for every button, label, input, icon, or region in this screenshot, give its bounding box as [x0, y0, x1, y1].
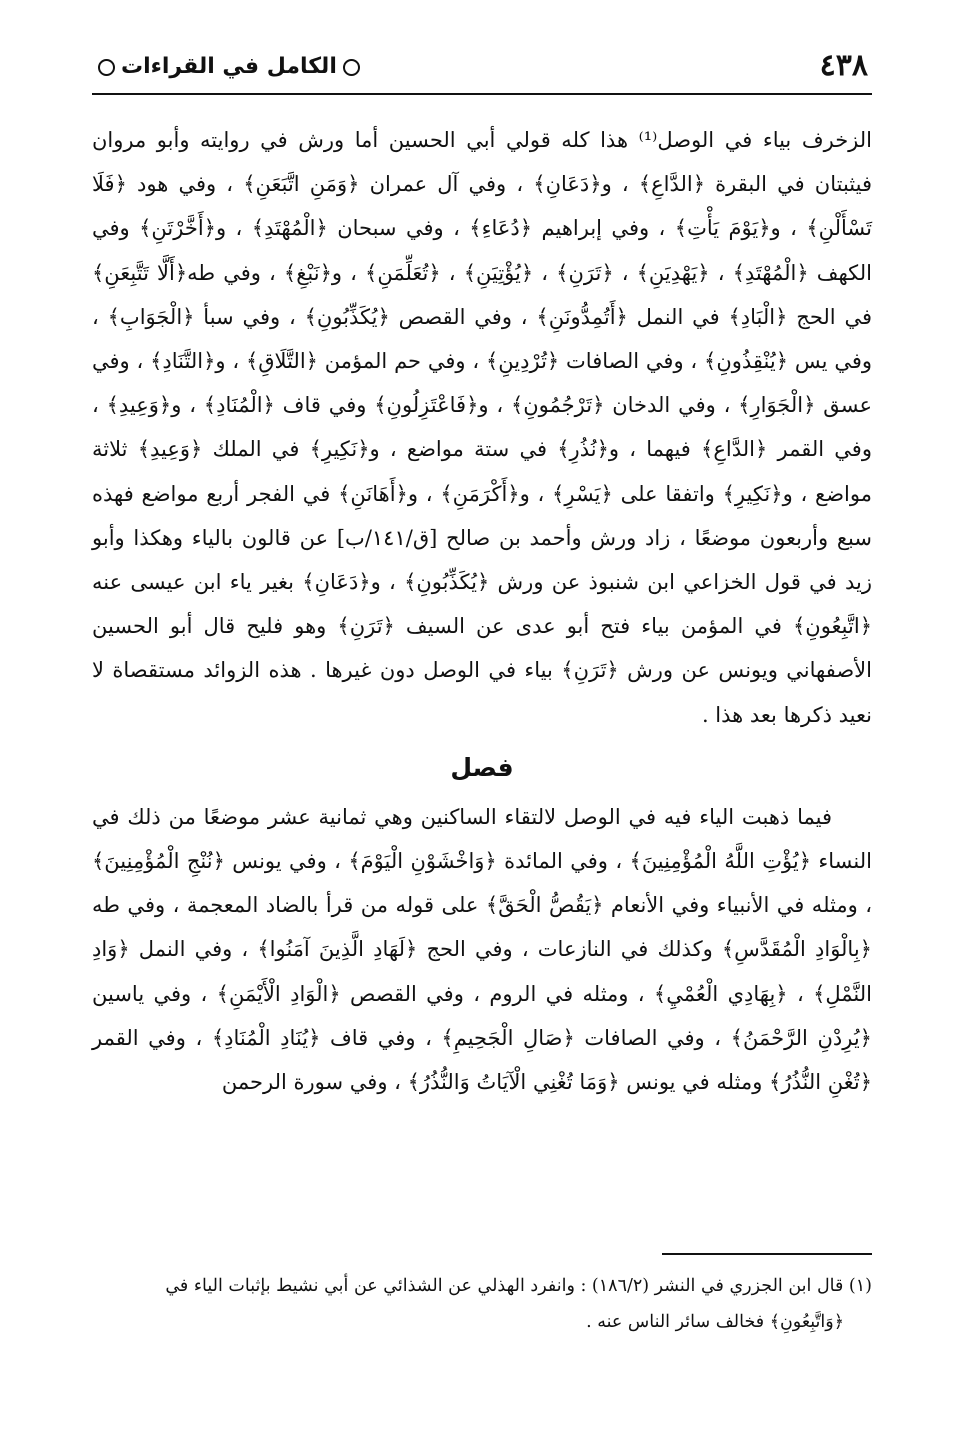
running-title — [92, 54, 366, 79]
book-title: الكامل في القراءات — [121, 54, 337, 79]
footnote — [92, 1268, 872, 1340]
footnote-line-2: ﴿وَاتَّبِعُونِ﴾ فخالف سائر الناس عنه . — [586, 1312, 844, 1332]
footnote-rule — [662, 1253, 872, 1255]
paragraph-2: فيما ذهبت الياء فيه في الوصل لالتقاء الساكنين وهي ثمانية عشر موضعًا من ذلك في النساء ﴿يُؤْتِ اللَّهُ الْمُؤْمِنِينَ﴾ ، وفي المائدة ﴿وَاخْشَوْنِ الْيَوْمَ﴾ ، وفي يونس ﴿نُنْجِ الْمُؤْمِنِينَ﴾ ، ومثله في الأنبياء وفي الأنعام ﴿يَقُصُّ الْحَقَّ﴾ على قوله من قرأ بالضاد المعجمة ، وفي طه ﴿بِالْوَادِ الْمُقَدَّسِ﴾ وكذلك في النازعات ، وفي الحج ﴿لَهَادِ الَّذِينَ آمَنُوا﴾ ، وفي النمل ﴿وَادِ النَّمْلِ﴾ ، ﴿بِهَادِي الْعُمْيِ﴾ ، ومثله في الروم ، وفي القصص ﴿الْوَادِ الْأَيْمَنِ﴾ ، وفي ياسين ﴿يُرِدْنِ الرَّحْمَنُ﴾ ، وفي الصافات ﴿صَالِ الْجَحِيمِ﴾ ، وفي قاف ﴿يُنَادِ الْمُنَادِ﴾ ، وفي القمر ﴿تُغْنِ النُّذُرُ﴾ ومثله في يونس ﴿وَمَا تُغْنِي الْآيَاتُ وَالنُّذُرُ﴾ ، وفي سورة الرحمن — [92, 804, 872, 1095]
running-header — [92, 48, 872, 90]
circle-ornament-icon — [98, 59, 115, 76]
section-heading: فصل — [450, 752, 514, 782]
header-rule — [92, 93, 872, 95]
footnote-line-1: (١) قال ابن الجزري في النشر (١٨٦/٢) : وانفرد الهذلي عن الشذائي عن أبي نشيط بإثبات الياء في — [165, 1276, 872, 1296]
paragraph-1: الزخرف بياء في الوصل⁽¹⁾ هذا كله قولي أبي الحسين أما ورش في روايته وأبو مروان فيثبتان في البقرة ﴿الدَّاعِ﴾ ، و﴿دَعَانِ﴾ ، وفي آل عمران ﴿وَمَنِ اتَّبَعَنِ﴾ ، وفي هود ﴿فَلَا تَسْأَلْنِ﴾ ، و﴿يَوْمَ يَأْتِ﴾ ، وفي إبراهيم ﴿دُعَاءِ﴾ ، وفي سبحان ﴿الْمُهْتَدِ﴾ ، و﴿أَخَّرْتَنِ﴾ وفي الكهف ﴿الْمُهْتَدِ﴾ ، ﴿يَهْدِيَنِ﴾ ، ﴿تَرَنِ﴾ ، ﴿يُؤْتِيَنِ﴾ ، ﴿تُعَلِّمَنِ﴾ ، و﴿نَبْغِ﴾ ، وفي طه﴿أَلَّا تَتَّبِعَنِ﴾ في الحج ﴿الْبَادِ﴾ في النمل ﴿أَتُمِدُّونَنِ﴾ ، وفي القصص ﴿يُكَذِّبُونِ﴾ ، وفي سبأ ﴿الْجَوَابِ﴾ ، وفي يس ﴿يُنْقِذُونِ﴾ ، وفي الصافات ﴿تُرْدِينِ﴾ ، وفي حم المؤمن ﴿التَّلَاقِ﴾ ، و﴿التَّنَادِ﴾ ، وفي عسق ﴿الْجَوَارِ﴾ ، وفي الدخان ﴿تَرْجُمُونِ﴾ ، و﴿فَاعْتَزِلُونِ﴾ وفي قاف ﴿الْمُنَادِ﴾ ، و﴿وَعِيدِ﴾ ، وفي القمر ﴿الدَّاعِ﴾ فيهما ، و﴿نُذُرِ﴾ في ستة مواضع ، و﴿نَكِيرِ﴾ في الملك ﴿وَعِيدِ﴾ ثلاثة مواضع ، و﴿نَكِيرِ﴾ واتفقا على ﴿يَسْرِ﴾ ، و﴿أَكْرَمَنِ﴾ ، و﴿أَهَانَنِ﴾ في الفجر أربع مواضع فهذه سبع وأربعون موضعًا ، زاد ورش وأحمد بن صالح [ق/١٤١/ب] عن قالون بالياء وهكذا وأبو زيد في قول الخزاعي ابن شنبوذ عن ورش ﴿يُكَذِّبُونِ﴾ ، و﴿دَعَانِ﴾ بغير ياء ابن عيسى عنه ﴿اتَّبِعُونِ﴾ في المؤمن بياء فتح أبو عدى عن السيف ﴿تَرَنِ﴾ وهو فليح قال أبو الحسين الأصفهاني ويونس عن ورش ﴿تَرَنِ﴾ بياء في الوصل دون غيرها . هذه الزوائد مستقصاة لا نعيد ذكرها بعد هذا . — [92, 128, 872, 727]
circle-ornament-icon — [343, 59, 360, 76]
page-number: ٤٣٨ — [819, 48, 868, 83]
book-page — [92, 40, 872, 1420]
main-text — [92, 118, 872, 1104]
